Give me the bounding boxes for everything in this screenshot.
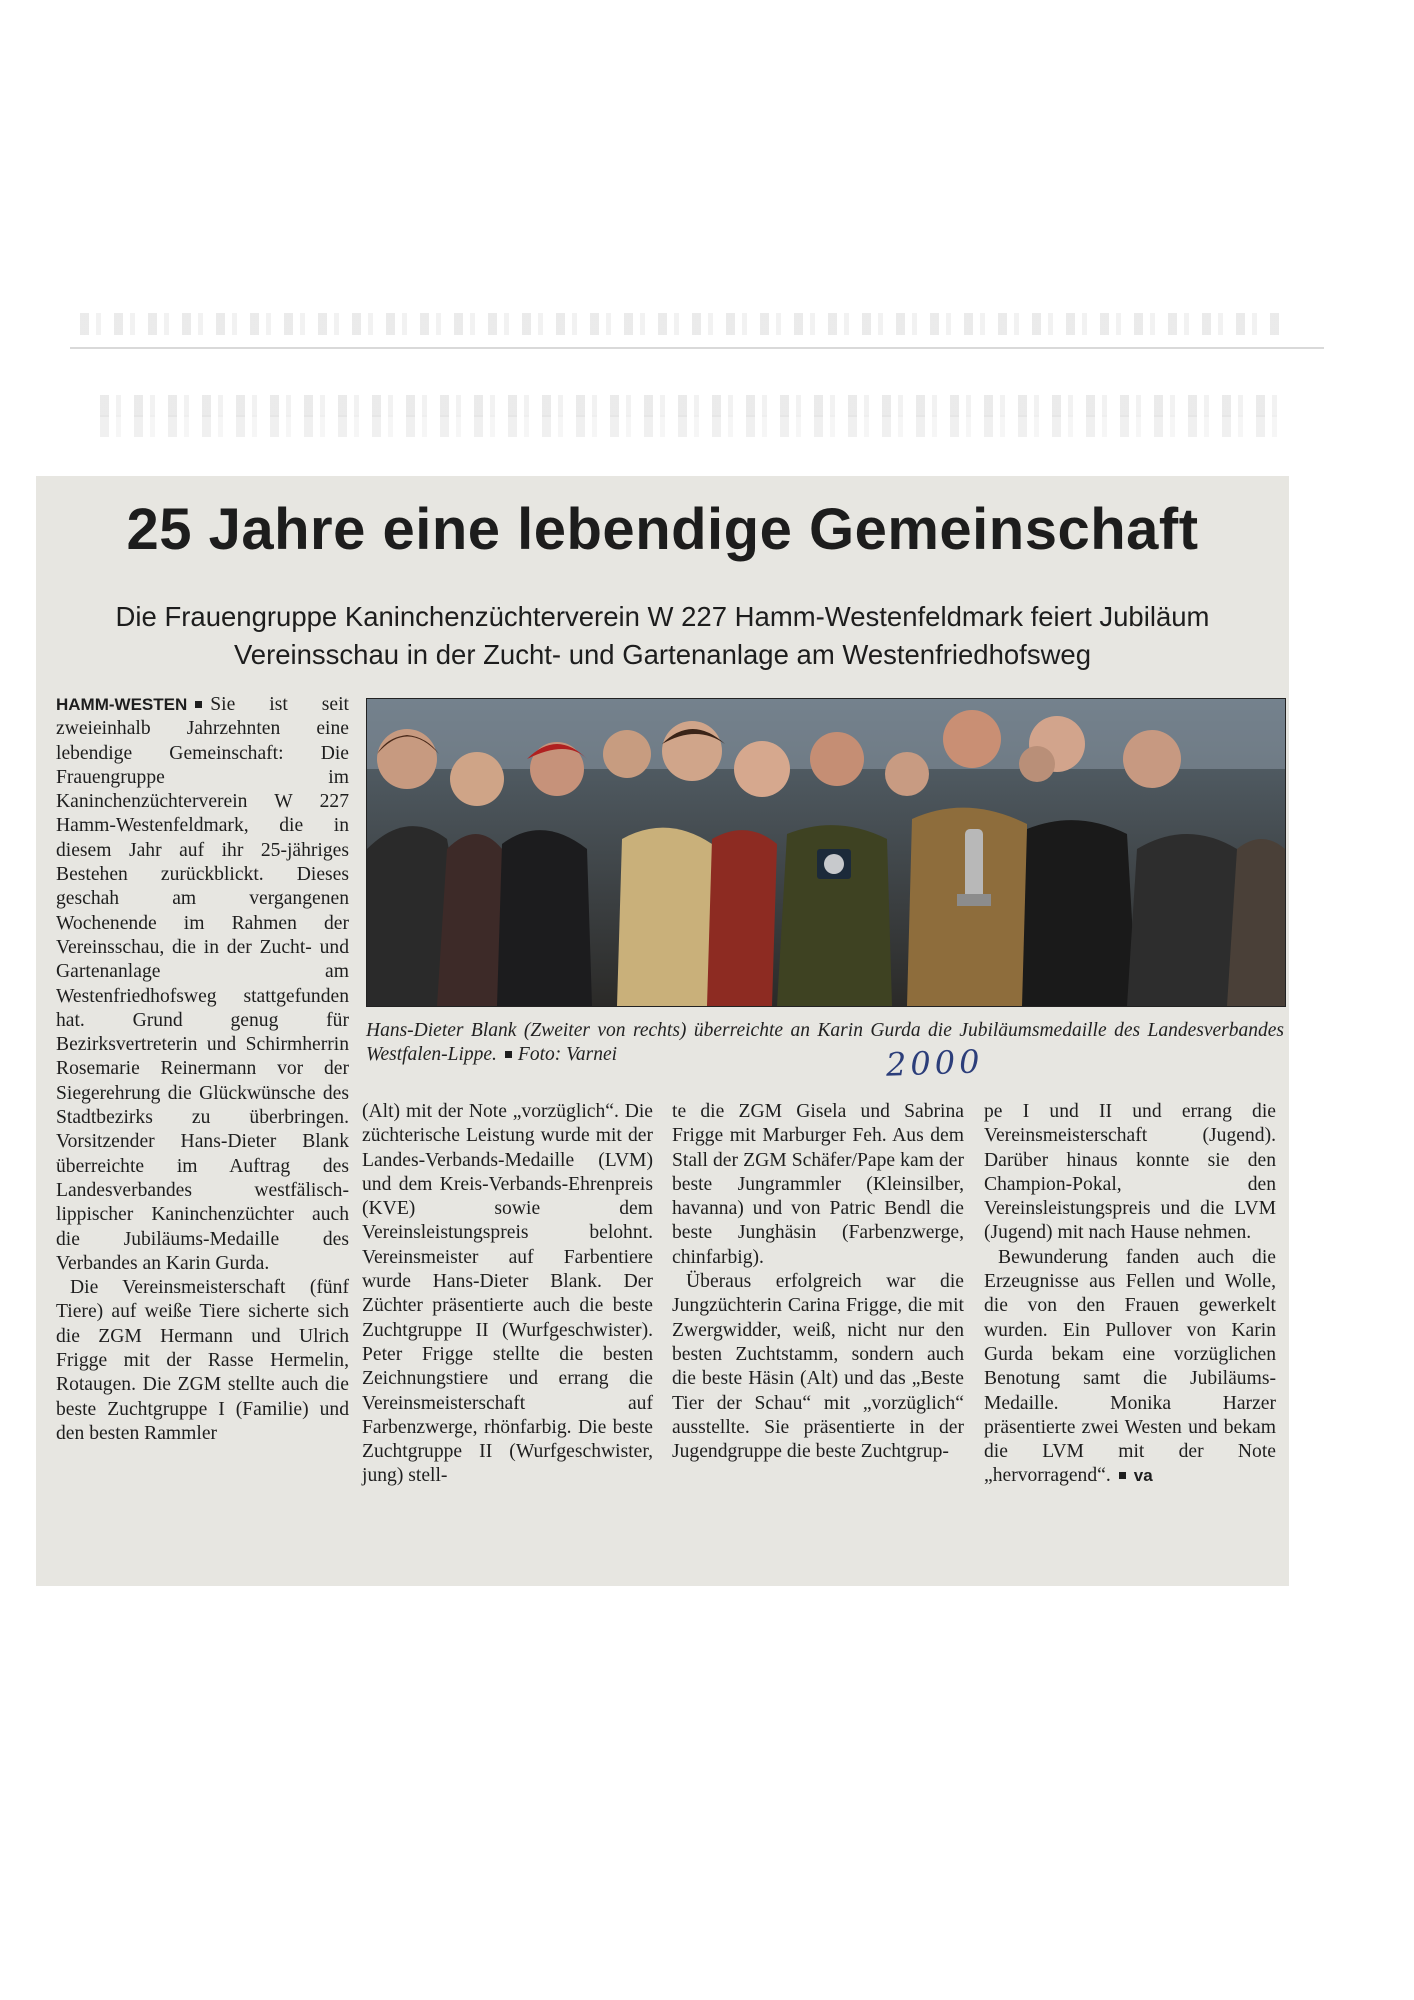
paragraph: Sie ist seit zweieinhalb Jahrzehnten eine lebendige Gemeinschaft: Die Frauengruppe im Kaninchenzüchterverein W 227 Hamm-Westenfeldmark, die in diesem Jahr auf ihr 25-jähriges Bestehen zurückblickt. Dieses geschah am vergangenen Wochenende im Rahmen der Vereinsschau, die in der Zucht- und Gartenanlage am Westenfriedhofsweg stattgefunden hat. Grund genug für Bezirksvertreterin und Schirmherrin Rosemarie Reinermann vor der Siegerehrung die Glückwünsche des Stadtbezirks zu überbringen. Vorsitzender Hans-Dieter Blank überreichte im Auftrag des Landesverbandes westfälisch-lippischer Kaninchenzüchter auch die Jubiläums-Medaille des Verbandes an Karin Gurda. xyxy=(56,694,349,1274)
photo-credit: Foto: Varnei xyxy=(517,1044,618,1065)
author-signature: va xyxy=(1133,1466,1153,1486)
handwritten-year: 2000 xyxy=(885,1042,985,1084)
paragraph: Die Vereinsmeisterschaft (fünf Tiere) auf weiße Tiere sicherte sich die ZGM Hermann und Ulrich Frigge mit der Rasse Hermelin, Rotaugen. Die ZGM stellte auch die beste Zuchtgruppe I (Familie) und den besten Rammler xyxy=(56,1277,349,1444)
paragraph: (Alt) mit der Note „vorzüglich“. Die züchterische Leistung wurde mit der Landes-Verbands-Medaille (LVM) und dem Kreis-Verbands-Ehrenpreis (KVE) sowie dem Vereinsleistungspreis belohnt. Vereinsmeister auf Farbentiere wurde Hans-Dieter Blank. Der Züchter präsentierte auch die beste Zuchtgruppe II (Wurfgeschwister). Peter Frigge stellte die besten Zeichnungstiere und errang die Vereinsmeisterschaft auf Farbenzwerge, rhönfarbig. Die beste Zuchtgruppe II (Wurfgeschwister, jung) stell- xyxy=(362,1101,653,1487)
paragraph: pe I und II und errang die Vereinsmeisterschaft (Jugend). Darüber hinaus konnte sie den Champion-Pokal, den Vereinsleistungspreis und die LVM (Jugend) mit nach Hause nehmen. xyxy=(984,1101,1276,1244)
article-column-2 xyxy=(362,1100,653,1489)
paragraph: te die ZGM Gisela und Sabrina Frigge mit Marburger Feh. Aus dem Stall der ZGM Schäfer/Pape kam der beste Jungrammler (Kleinsilber, havanna) und von Patric Bendl die beste Junghäsin (Farbenzwerge, chinfarbig). xyxy=(672,1101,964,1268)
bleed-through-line xyxy=(100,415,1280,437)
scan-rule xyxy=(70,347,1324,349)
newspaper-clipping xyxy=(36,476,1289,1586)
dateline: HAMM-WESTEN xyxy=(56,695,188,714)
bullet-icon xyxy=(505,1051,512,1058)
bleed-through-line xyxy=(100,395,1280,417)
caption-text: Hans-Dieter Blank (Zweiter von rechts) überreichte an Karin Gurda die Jubiläumsmedaille des Landesverbandes Westfalen-Lippe. xyxy=(366,1020,1284,1065)
article-photo xyxy=(366,698,1286,1007)
article-column-3 xyxy=(672,1100,964,1464)
bullet-icon xyxy=(1119,1472,1126,1479)
paragraph: Bewunderung fanden auch die Erzeugnisse aus Fellen und Wolle, die von den Frauen gewerkelt wurden. Ein Pullover von Karin Gurda bekam eine vorzüglichen Benotung samt die Jubiläums-Medaille. Monika Harzer präsentierte zwei Westen und bekam die LVM mit der Note „hervorragend“. xyxy=(984,1246,1276,1487)
headline: 25 Jahre eine lebendige Gemeinschaft xyxy=(126,497,1199,562)
subheadline: Die Frauengruppe Kaninchenzüchterverein W 227 Hamm-Westenfeldmark feiert Jubiläum xyxy=(115,601,1210,632)
photo-caption xyxy=(366,1019,1284,1067)
subheadline-secondary: Vereinsschau in der Zucht- und Gartenanlage am Westenfriedhofsweg xyxy=(233,639,1092,670)
bleed-through-line xyxy=(80,313,1280,335)
bullet-icon xyxy=(195,701,202,708)
article-column-4 xyxy=(984,1100,1276,1489)
paragraph: Überaus erfolgreich war die Jungzüchterin Carina Frigge, die mit Zwergwidder, weiß, nicht nur den besten Zuchtstamm, sondern auch die beste Häsin (Alt) und das „Beste Tier der Schau“ mit „vorzüglich“ ausstellte. Sie präsentierte in der Jugendgruppe die beste Zuchtgrup- xyxy=(672,1271,964,1463)
article-column-1 xyxy=(56,693,349,1446)
